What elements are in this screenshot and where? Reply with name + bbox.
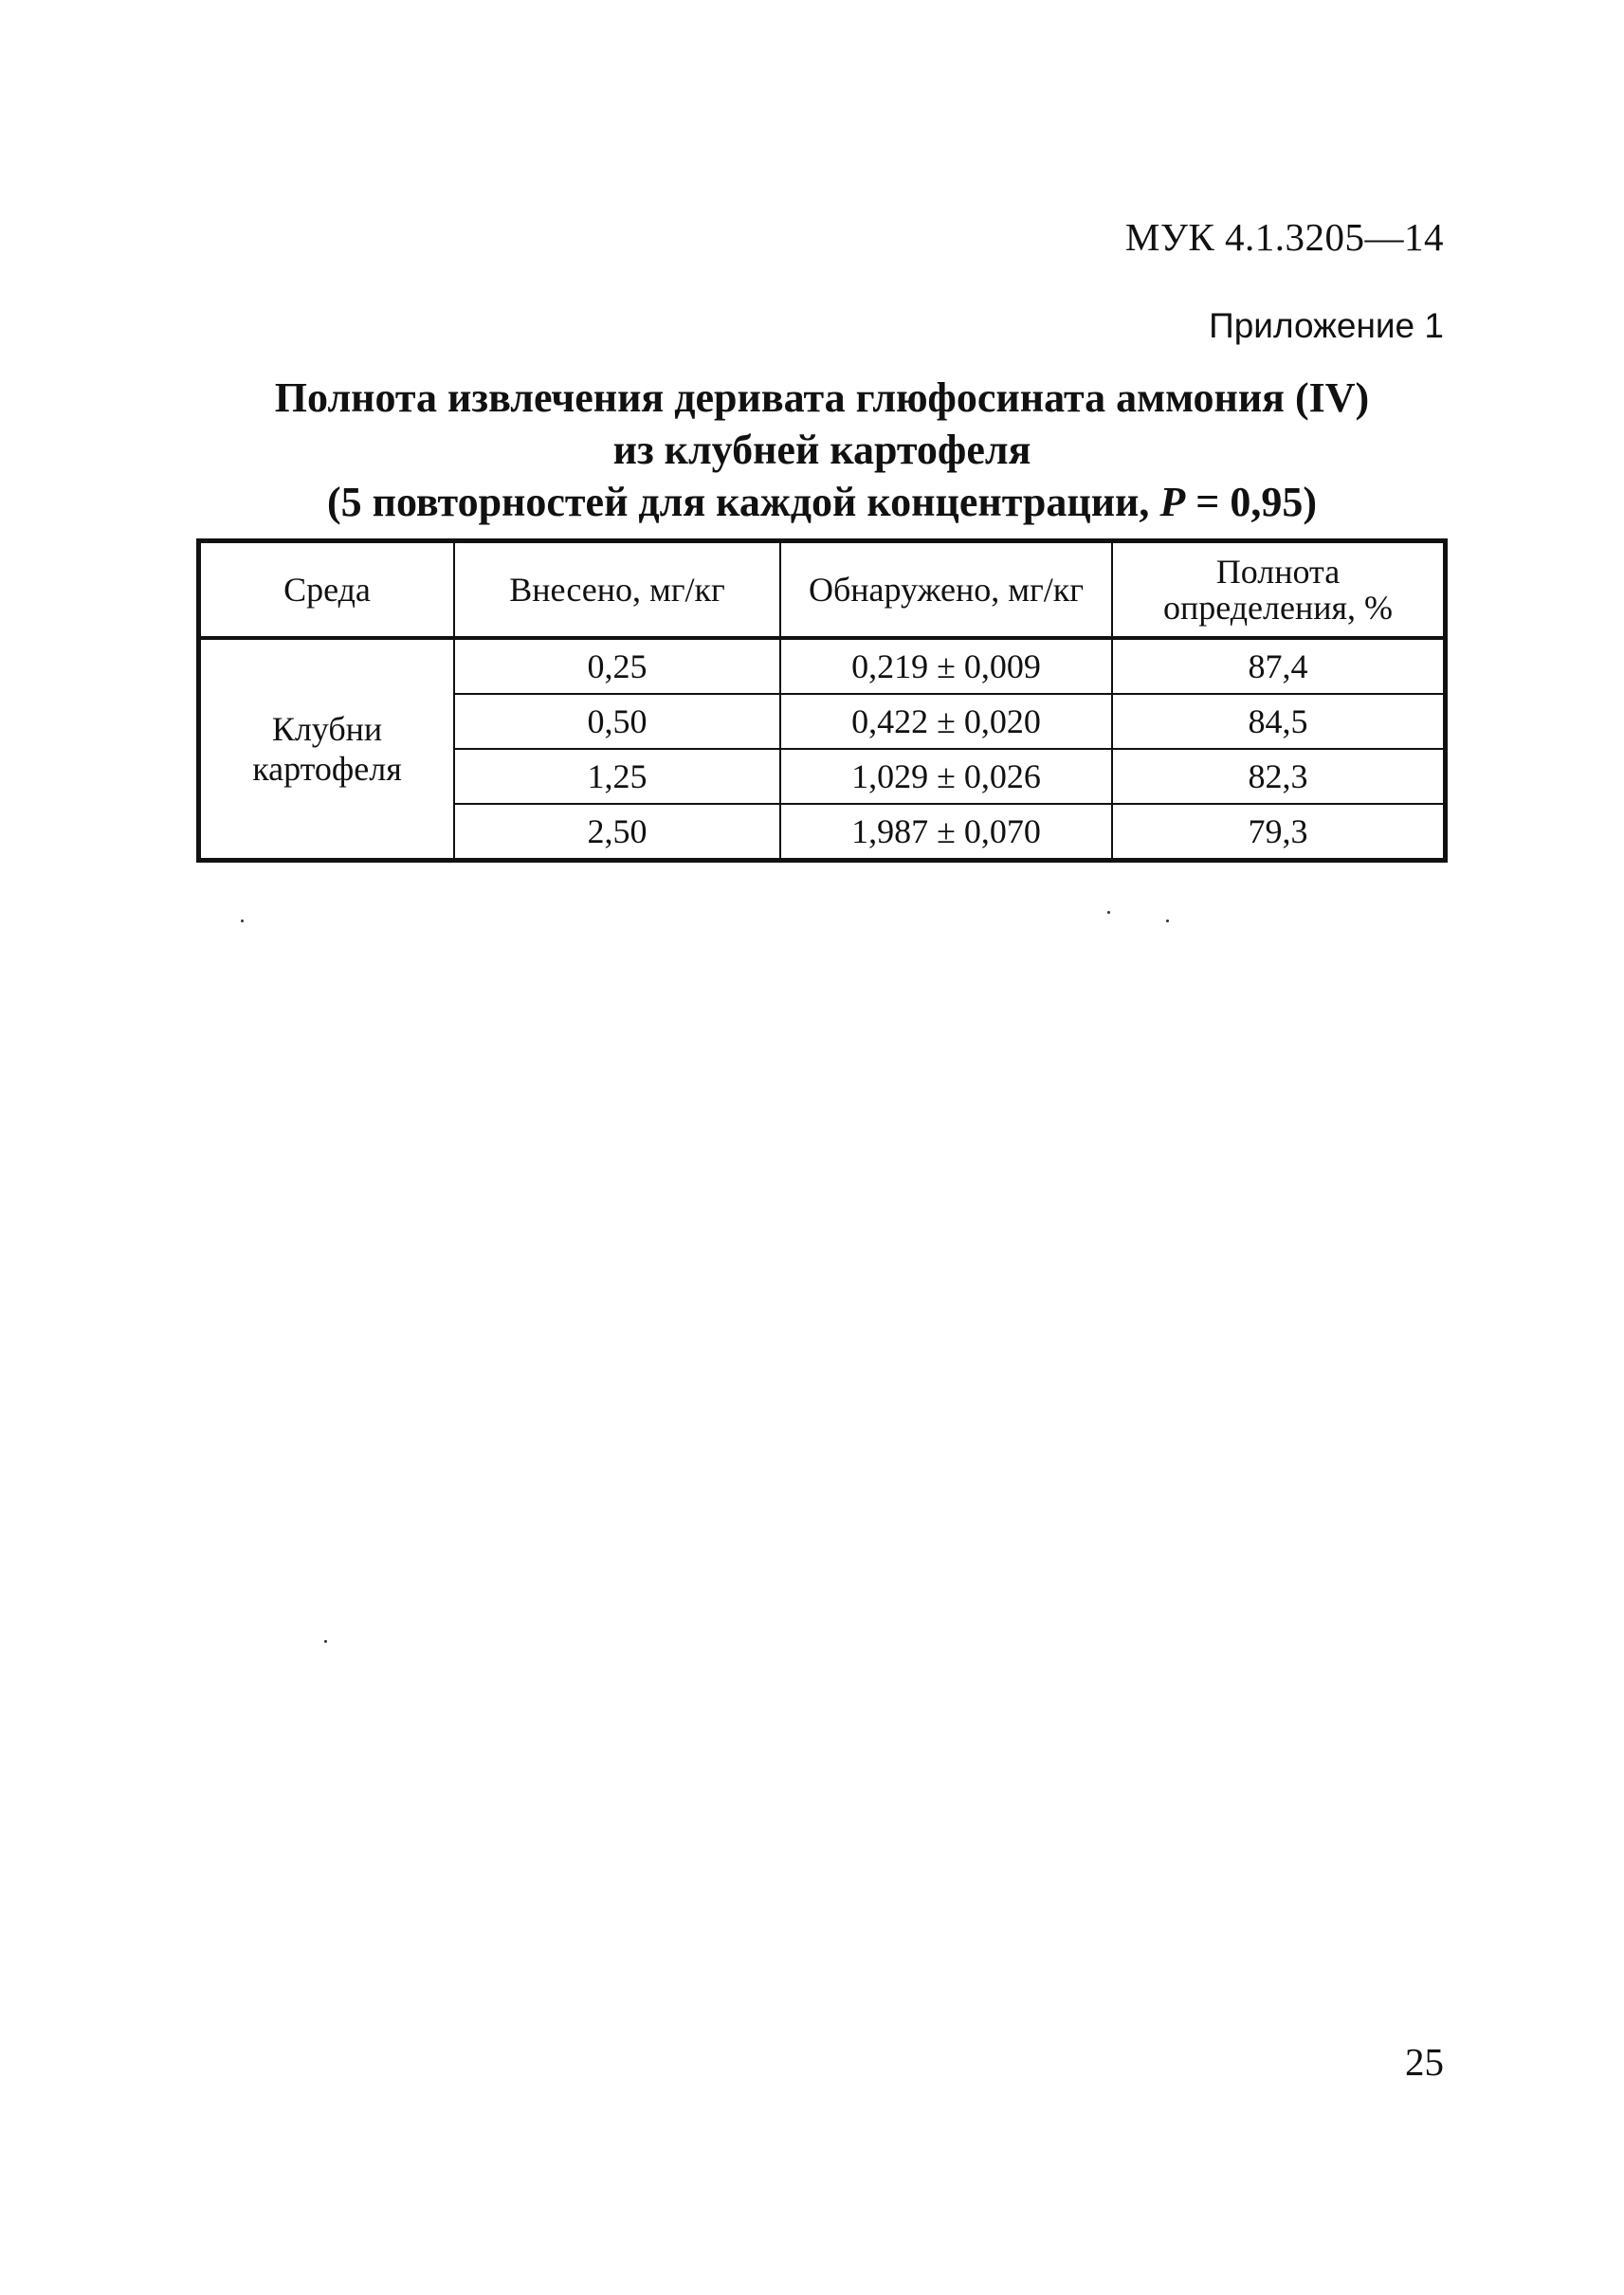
cell-found: 1,987 ± 0,070 — [780, 804, 1112, 858]
header-recovery — [1112, 543, 1443, 638]
title-line-3-suffix: = 0,95) — [1185, 479, 1318, 525]
scan-speck — [241, 920, 244, 922]
title-line-3 — [196, 476, 1448, 528]
scan-speck — [1166, 920, 1169, 922]
cell-added: 0,25 — [454, 638, 780, 694]
medium-line-1: Клубни — [271, 710, 383, 748]
table-row — [201, 638, 1443, 694]
cell-added: 0,50 — [454, 694, 780, 749]
cell-found: 0,219 ± 0,009 — [780, 638, 1112, 694]
probability-variable: P — [1159, 479, 1186, 525]
cell-added: 1,25 — [454, 749, 780, 804]
scan-speck — [1107, 911, 1110, 914]
title-line-2: из клубней картофеля — [612, 427, 1031, 473]
cell-found: 1,029 ± 0,026 — [780, 749, 1112, 804]
recovery-table-frame — [196, 538, 1448, 863]
cell-recovery: 82,3 — [1112, 749, 1443, 804]
cell-found: 0,422 ± 0,020 — [780, 694, 1112, 749]
table-header-row — [201, 543, 1443, 638]
title-line-3-prefix: (5 повторностей для каждой концентрации, — [326, 479, 1160, 525]
recovery-table — [201, 543, 1443, 858]
medium-line-2: картофеля — [252, 750, 402, 788]
cell-added: 2,50 — [454, 804, 780, 858]
header-medium: Среда — [201, 543, 454, 638]
cell-recovery: 79,3 — [1112, 804, 1443, 858]
title-line-1: Полнота извлечения деривата глюфосината аммония (IV) — [274, 374, 1370, 421]
header-recovery-line-1: Полнота — [1215, 553, 1341, 591]
cell-medium — [201, 638, 454, 858]
table-title — [196, 372, 1448, 528]
cell-recovery: 87,4 — [1112, 638, 1443, 694]
cell-recovery: 84,5 — [1112, 694, 1443, 749]
header-recovery-line-2: определения, % — [1162, 589, 1394, 627]
header-added: Внесено, мг/кг — [454, 543, 780, 638]
scan-speck — [324, 1640, 327, 1643]
document-code: МУК 4.1.3205—14 — [1124, 215, 1444, 259]
appendix-label: Приложение 1 — [1209, 306, 1444, 345]
header-found: Обнаружено, мг/кг — [780, 543, 1112, 638]
page-number: 25 — [1405, 2040, 1444, 2084]
